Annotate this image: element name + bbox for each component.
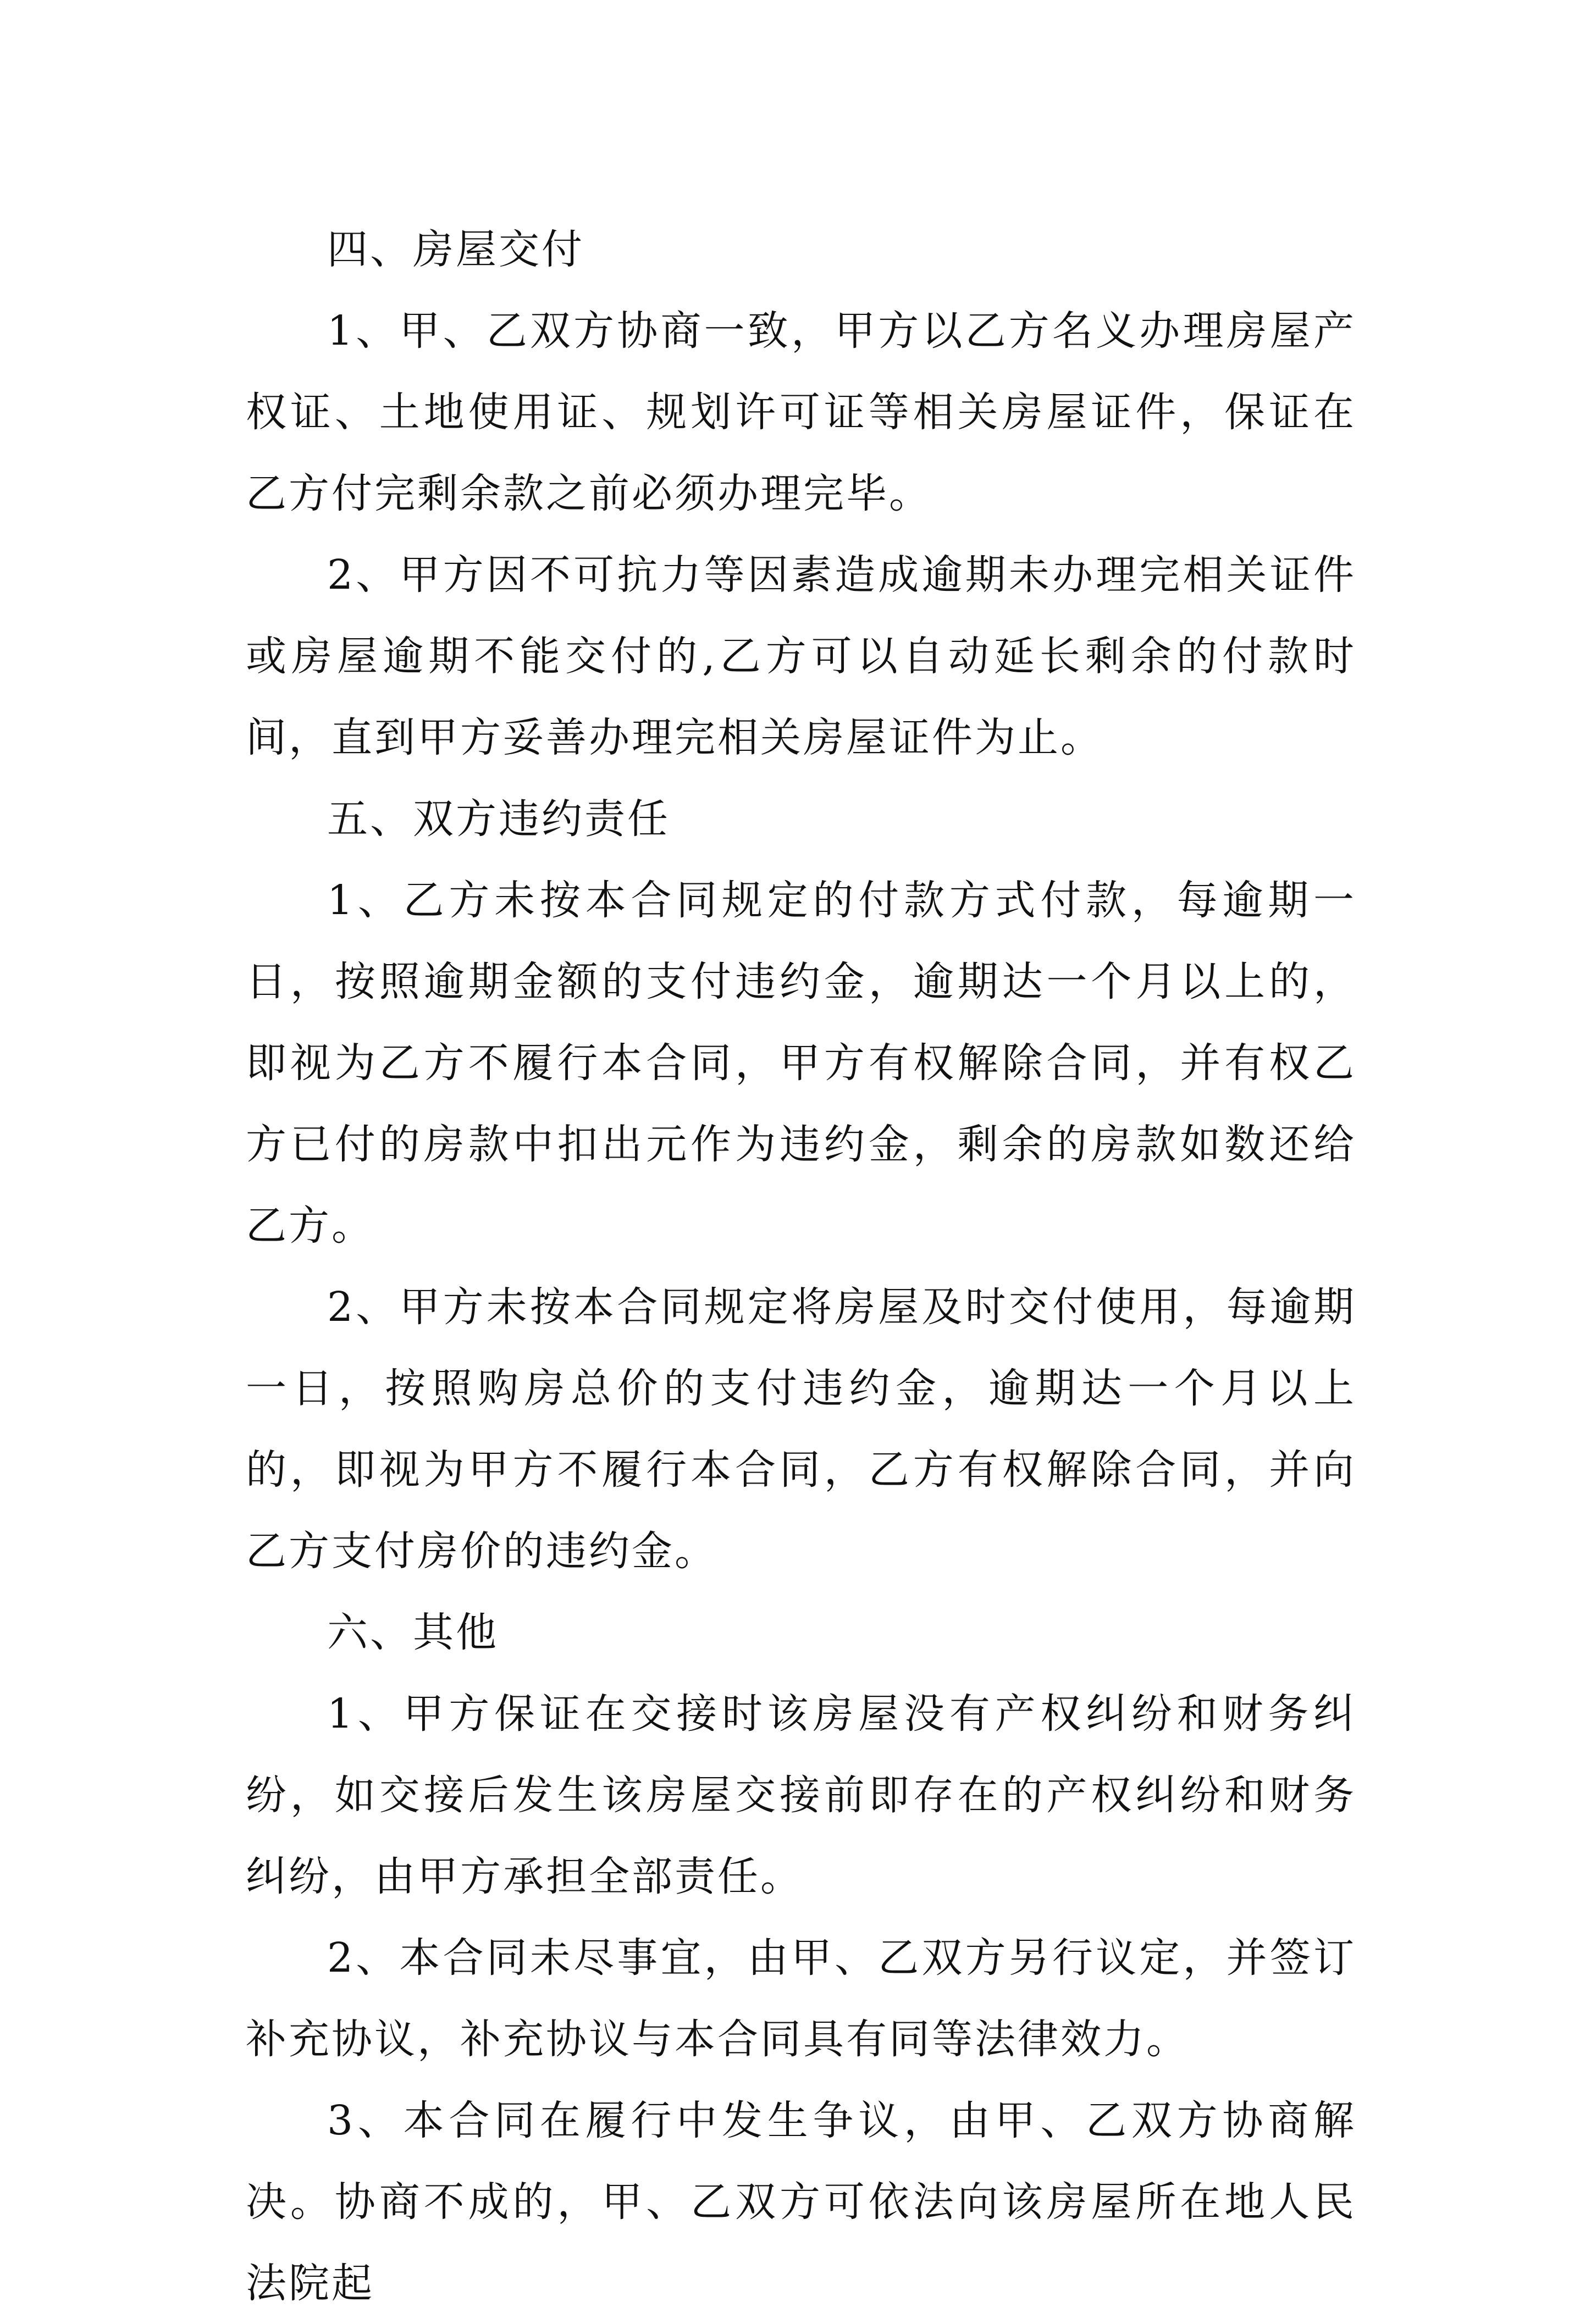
section-heading-other: 六、其他 (327, 1609, 499, 1656)
paragraph: 2、甲方未按本合同规定将房屋及时交付使用，每逾期一日，按照购房总价的支付违约金，逾期达一个月以上的，即视为甲方不履行本合同，乙方有权解除合同，并向乙方支付房价的违约金。 (246, 1283, 1356, 1575)
paragraph: 1、乙方未按本合同规定的付款方式付款，每逾期一日，按照逾期金额的支付违约金，逾期达一个月以上的，即视为乙方不履行本合同，甲方有权解除合同，并有权乙方已付的房款中扣出元作为违约金，剩余的房款如数还给乙方。 (246, 877, 1356, 1249)
section-heading-liability: 五、双方违约责任 (327, 795, 670, 843)
document-body (246, 209, 1356, 2324)
section-heading-delivery: 四、房屋交付 (327, 226, 584, 273)
paragraph: 2、本合同未尽事宜，由甲、乙双方另行议定，并签订补充协议，补充协议与本合同具有同等法律效力。 (246, 1934, 1356, 2063)
paragraph: 1、甲、乙双方协商一致，甲方以乙方名义办理房屋产权证、土地使用证、规划许可证等相关房屋证件，保证在乙方付完剩余款之前必须办理完毕。 (246, 307, 1356, 517)
paragraph: 1、甲方保证在交接时该房屋没有产权纠纷和财务纠纷，如交接后发生该房屋交接前即存在的产权纠纷和财务纠纷，由甲方承担全部责任。 (246, 1690, 1356, 1900)
paragraph: 3、本合同在履行中发生争议，由甲、乙双方协商解决。协商不成的，甲、乙双方可依法向该房屋所在地人民法院起 (246, 2097, 1356, 2307)
paragraph: 2、甲方因不可抗力等因素造成逾期未办理完相关证件或房屋逾期不能交付的,乙方可以自动延长剩余的付款时间，直到甲方妥善办理完相关房屋证件为止。 (246, 551, 1356, 761)
